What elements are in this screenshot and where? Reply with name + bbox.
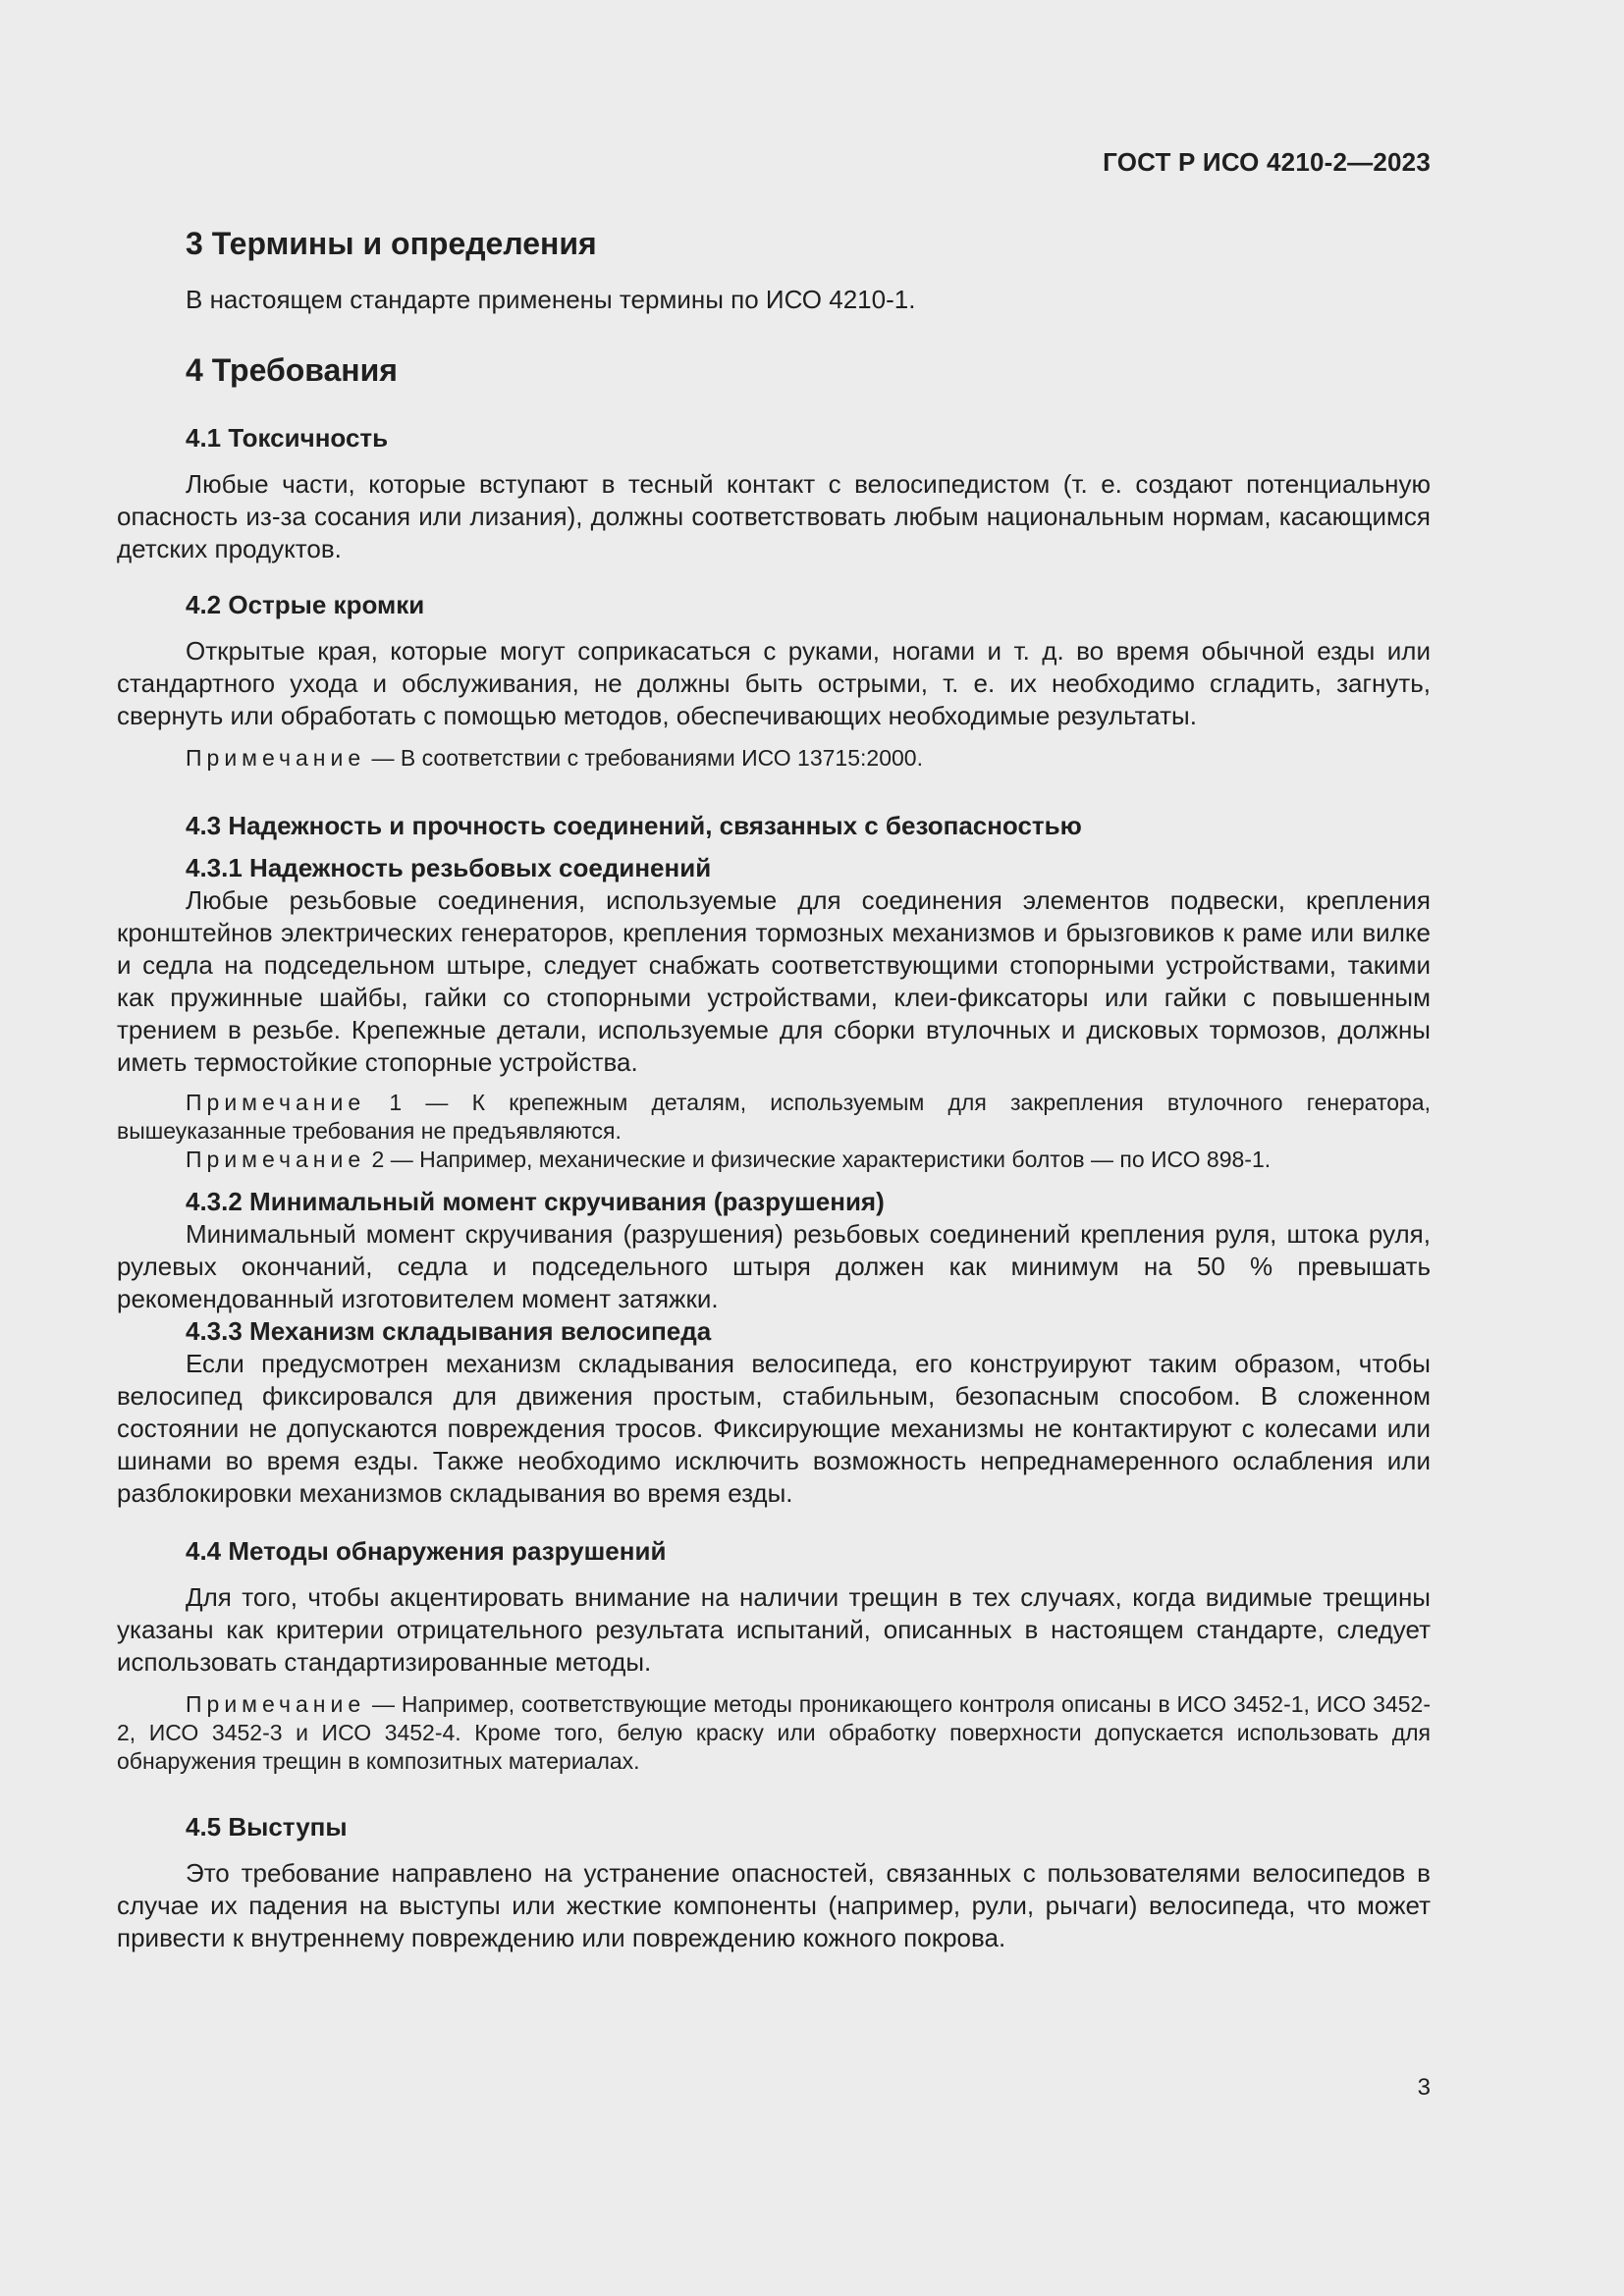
note-text: 2 — Например, механические и физические характеристики болтов — по ИСО 898-1. bbox=[365, 1147, 1272, 1172]
note-text: 1 — К крепежным деталям, используемым для закрепления втулочного генератора, вышеуказанные требования не предъявляются. bbox=[117, 1090, 1431, 1144]
section-3-text: В настоящем стандарте применены термины по ИСО 4210-1. bbox=[186, 285, 916, 314]
section-4-2-text: Открытые края, которые могут соприкасаться с руками, ногами и т. д. во время обычной езды или стандартного ухода и обслуживания, не должны быть острыми, т. е. их необходимо сгладить, загнуть, свернуть или обработать с помощью методов, обеспечивающих необходимые результаты. bbox=[117, 636, 1431, 730]
section-4-3-1-text: Любые резьбовые соединения, используемые для соединения элементов подвески, крепления кронштейнов электрических генераторов, крепления тормозных механизмов и брызговиков к раме или вилке и седла на подседельном штыре, следует снабжать соответствующими стопорными устройствами, такими как пружинные шайбы, гайки со стопорными устройствами, клеи-фиксаторы или гайки с повышенным трением в резьбе. Крепежные детали, используемые для сборки втулочных и дисковых тормозов, должны иметь термостойкие стопорные устройства. bbox=[117, 885, 1431, 1077]
section-4-3-1-note-1 bbox=[117, 1089, 1431, 1146]
section-4-4-title: 4.4 Методы обнаружения разрушений bbox=[186, 1536, 667, 1566]
section-4-3-3-title: 4.3.3 Механизм складывания велосипеда bbox=[186, 1316, 712, 1346]
page-number: 3 bbox=[1417, 2074, 1431, 2101]
section-4-3-1-note-2 bbox=[117, 1146, 1431, 1174]
note-text: — В соответствии с требованиями ИСО 13715:2000. bbox=[365, 745, 923, 771]
section-4-5-title: 4.5 Выступы bbox=[186, 1812, 348, 1842]
note-label: Примечание bbox=[186, 1090, 366, 1115]
section-3-title: 3 Термины и определения bbox=[186, 226, 597, 261]
section-4-4-note bbox=[117, 1690, 1431, 1776]
document-body bbox=[117, 224, 1431, 1954]
note-label: Примечание bbox=[186, 1691, 366, 1717]
section-4-title: 4 Требования bbox=[186, 352, 398, 388]
document-code-header: ГОСТ Р ИСО 4210-2—2023 bbox=[1103, 147, 1431, 177]
section-4-2-title: 4.2 Острые кромки bbox=[186, 590, 425, 619]
section-4-3-2-text: Минимальный момент скручивания (разрушения) резьбовых соединений крепления руля, штока руля, рулевых окончаний, седла и подседельного штыря должен как минимум на 50 % превышать рекомендованный изготовителем момент затяжки. bbox=[117, 1219, 1431, 1313]
section-4-5-text: Это требование направлено на устранение опасностей, связанных с пользователями велосипедов в случае их падения на выступы или жесткие компоненты (например, рули, рычаги) велосипеда, что может привести к внутреннему повреждению или повреждению кожного покрова. bbox=[117, 1858, 1431, 1952]
section-4-3-title: 4.3 Надежность и прочность соединений, связанных с безопасностью bbox=[186, 811, 1082, 840]
section-4-1-text: Любые части, которые вступают в тесный контакт с велосипедистом (т. е. создают потенциальную опасность из-за сосания или лизания), должны соответствовать любым национальным нормам, касающимся детских продуктов. bbox=[117, 469, 1431, 563]
section-4-1-title: 4.1 Токсичность bbox=[186, 423, 389, 453]
section-4-4-text: Для того, чтобы акцентировать внимание на наличии трещин в тех случаях, когда видимые трещины указаны как критерии отрицательного результата испытаний, описанных в настоящем стандарте, следует использовать стандартизированные методы. bbox=[117, 1582, 1431, 1677]
section-4-3-2-title: 4.3.2 Минимальный момент скручивания (разрушения) bbox=[186, 1187, 885, 1216]
note-label: Примечание bbox=[186, 745, 366, 771]
note-label: Примечание bbox=[186, 1147, 366, 1172]
note-text: — Например, соответствующие методы проникающего контроля описаны в ИСО 3452-1, ИСО 3452-2, ИСО 3452-3 и ИСО 3452-4. Кроме того, белую краску или обработку поверхности допускается использовать для обнаружения трещин в композитных материалах. bbox=[117, 1691, 1431, 1774]
section-4-3-3-text: Если предусмотрен механизм складывания велосипеда, его конструируют таким образом, чтобы велосипед фиксировался для движения простым, стабильным, безопасным способом. В сложенном состоянии не допускаются повреждения тросов. Фиксирующие механизмы не контактируют с колесами или шинами во время езды. Также необходимо исключить возможность непреднамеренного ослабления или разблокировки механизмов складывания во время езды. bbox=[117, 1349, 1431, 1508]
section-4-2-note bbox=[117, 744, 1431, 773]
section-4-3-1-title: 4.3.1 Надежность резьбовых соединений bbox=[186, 853, 712, 882]
